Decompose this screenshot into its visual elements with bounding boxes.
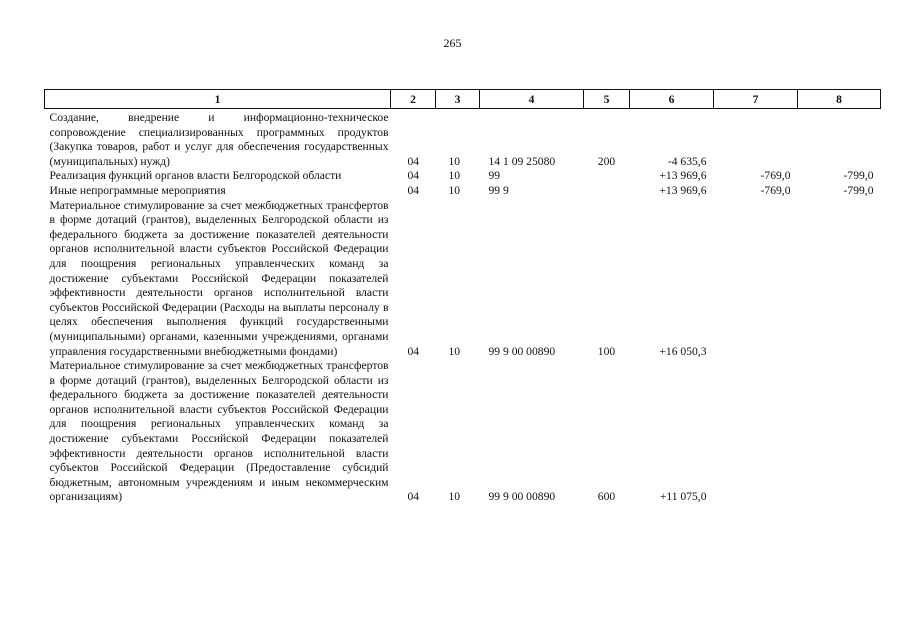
row-subsection: 10 — [448, 183, 461, 197]
row-sum-col8 — [798, 109, 881, 170]
row-expense-type: 200 — [597, 154, 616, 168]
row-section: 04 — [407, 183, 420, 197]
column-header-2: 2 — [391, 90, 436, 109]
row-expense-type — [584, 184, 630, 199]
row-sum-col6: +16 050,3 — [659, 344, 707, 358]
column-header-7: 7 — [714, 90, 798, 109]
row-section: 04 — [407, 154, 420, 168]
budget-table — [44, 89, 881, 505]
row-sum-col8 — [798, 199, 881, 360]
row-subsection: 10 — [448, 154, 461, 168]
row-sum-col7 — [714, 109, 798, 170]
row-sum-col8 — [798, 359, 881, 505]
row-sum-col7: -769,0 — [760, 183, 791, 197]
table-row — [45, 359, 881, 505]
table-row — [45, 184, 881, 199]
column-header-8: 8 — [798, 90, 881, 109]
column-header-3: 3 — [436, 90, 480, 109]
page-number: 265 — [443, 36, 462, 50]
row-section: 04 — [407, 490, 420, 504]
table-header-row — [45, 90, 881, 109]
row-sum-col7 — [714, 359, 798, 505]
row-target-article: 14 1 09 25080 — [488, 154, 556, 168]
row-subsection: 10 — [448, 169, 461, 183]
row-sum-col7: -769,0 — [760, 169, 791, 183]
column-header-4: 4 — [480, 90, 584, 109]
row-section: 04 — [407, 169, 420, 183]
row-sum-col8: -799,0 — [843, 169, 874, 183]
row-subsection: 10 — [448, 490, 461, 504]
row-target-article: 99 — [488, 169, 501, 183]
table-row — [45, 199, 881, 360]
row-name: Создание, внедрение и информационно-техническое сопровождение специализированных программных продуктов (Закупка товаров, работ и услуг для обеспечения государственных (муниципальных) нужд) — [49, 111, 389, 168]
row-expense-type: 100 — [597, 344, 616, 358]
table-row — [45, 169, 881, 184]
column-header-6: 6 — [630, 90, 714, 109]
row-target-article: 99 9 — [488, 183, 509, 197]
row-sum-col8: -799,0 — [843, 183, 874, 197]
column-header-5: 5 — [584, 90, 630, 109]
row-name: Материальное стимулирование за счет межбюджетных трансфертов в форме дотаций (грантов), выделенных Белгородской области из федерального бюджета за достижение показателей деятельности органов исполнительной власти субъектов Российской Федерации для поощрения региональных управленческих команд за достижение субъектами Российской Федерации показателей эффективности деятельности органов исполнительной власти субъектов Российской Федерации (Предоставление субсидий бюджетным, автономным учреждениям и иным некоммерческим организациям) — [49, 359, 389, 504]
row-sum-col6: +11 075,0 — [659, 490, 707, 504]
row-subsection: 10 — [448, 344, 461, 358]
row-name: Материальное стимулирование за счет межбюджетных трансфертов в форме дотаций (грантов), выделенных Белгородской области из федерального бюджета за достижение показателей деятельности органов исполнительной власти субъектов Российской Федерации для поощрения региональных управленческих команд за достижение субъектами Российской Федерации показателей эффективности деятельности органов исполнительной власти субъектов Российской Федерации (Расходы на выплаты персоналу в целях обеспечения выполнения функций государственными (муниципальными) органами, казенными учреждениями, органами управления государственными внебюджетными фондами) — [49, 198, 389, 358]
row-expense-type — [584, 169, 630, 184]
row-expense-type: 600 — [597, 490, 616, 504]
row-sum-col6: +13 969,6 — [659, 169, 707, 183]
column-header-1: 1 — [45, 90, 391, 109]
row-name: Реализация функций органов власти Белгородской области — [49, 169, 342, 183]
row-sum-col7 — [714, 199, 798, 360]
row-sum-col6: +13 969,6 — [659, 183, 707, 197]
row-target-article: 99 9 00 00890 — [488, 490, 556, 504]
row-target-article: 99 9 00 00890 — [488, 344, 556, 358]
row-sum-col6: -4 635,6 — [667, 154, 707, 168]
row-section: 04 — [407, 344, 420, 358]
table-row — [45, 109, 881, 170]
row-name: Иные непрограммные мероприятия — [49, 183, 226, 197]
